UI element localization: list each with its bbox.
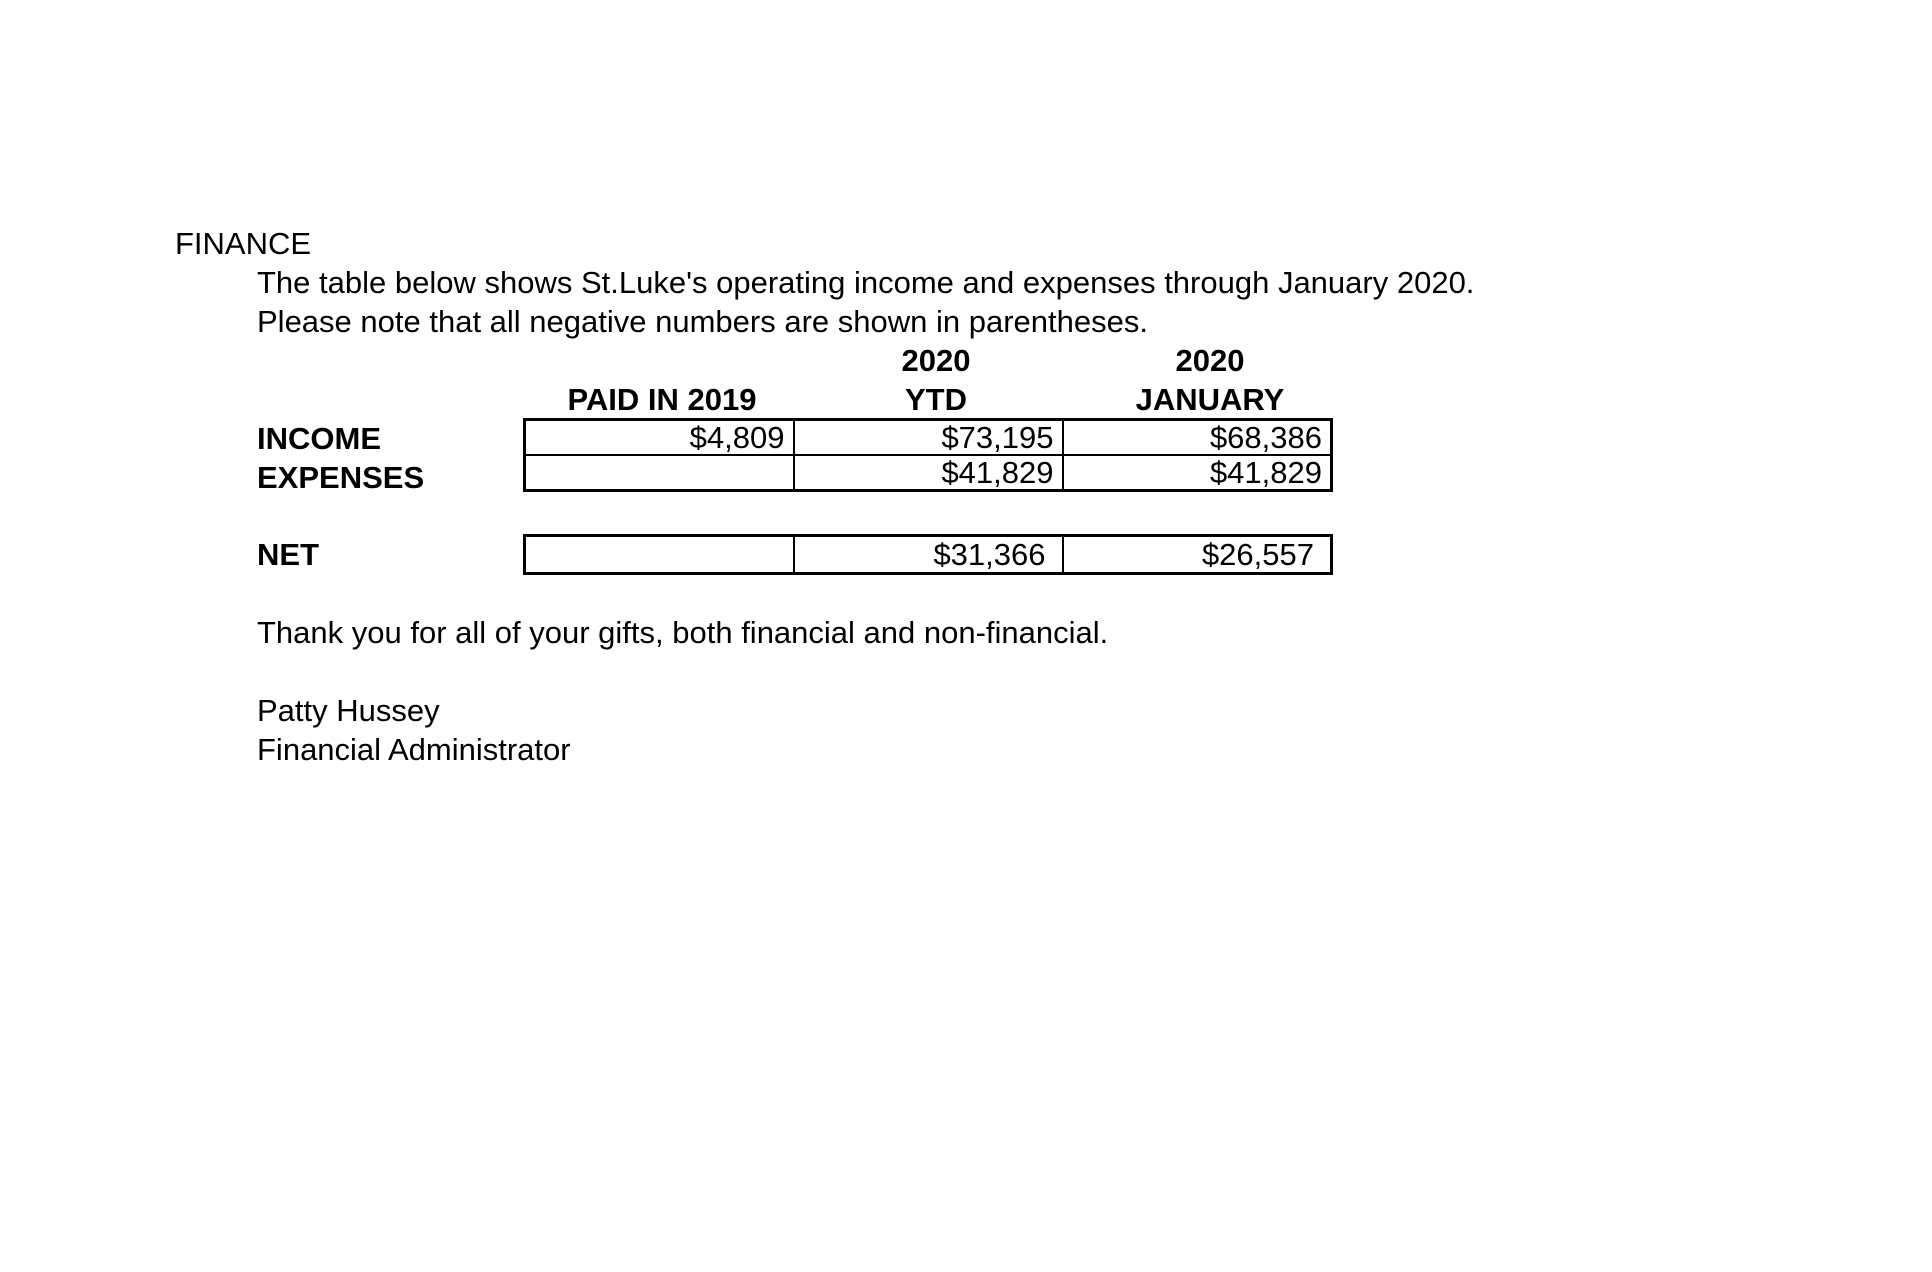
- signature-name: Patty Hussey: [257, 693, 440, 728]
- finance-table: [523, 418, 1333, 492]
- col-header-paid-2019: PAID IN 2019: [567, 382, 757, 417]
- expenses-2020-january: $41,829: [1063, 455, 1332, 491]
- table-row-net: [525, 536, 1332, 574]
- signature-title: Financial Administrator: [257, 732, 571, 767]
- intro-line-1: The table below shows St.Luke's operating income and expenses through January 2020.: [257, 265, 1475, 300]
- net-2020-ytd: $31,366: [794, 536, 1063, 574]
- table-row-income: [525, 420, 1332, 456]
- income-paid-2019: $4,809: [525, 420, 794, 456]
- col-header-january: JANUARY: [1135, 382, 1285, 417]
- net-paid-2019: [525, 536, 794, 574]
- col-header-ytd: YTD: [905, 382, 967, 417]
- col-header-january-year: 2020: [1175, 343, 1245, 378]
- row-label-expenses: EXPENSES: [257, 460, 425, 495]
- table-row-expenses: [525, 455, 1332, 491]
- net-table: [523, 534, 1333, 575]
- row-label-income: INCOME: [257, 421, 381, 456]
- section-title: FINANCE: [175, 226, 312, 261]
- col-header-ytd-year: 2020: [901, 343, 971, 378]
- income-2020-ytd: $73,195: [794, 420, 1063, 456]
- net-2020-january: $26,557: [1063, 536, 1332, 574]
- thank-you-note: Thank you for all of your gifts, both financial and non-financial.: [257, 615, 1109, 650]
- expenses-paid-2019: [525, 455, 794, 491]
- expenses-2020-ytd: $41,829: [794, 455, 1063, 491]
- intro-line-2: Please note that all negative numbers are shown in parentheses.: [257, 304, 1148, 339]
- income-2020-january: $68,386: [1063, 420, 1332, 456]
- row-label-net: NET: [257, 537, 319, 572]
